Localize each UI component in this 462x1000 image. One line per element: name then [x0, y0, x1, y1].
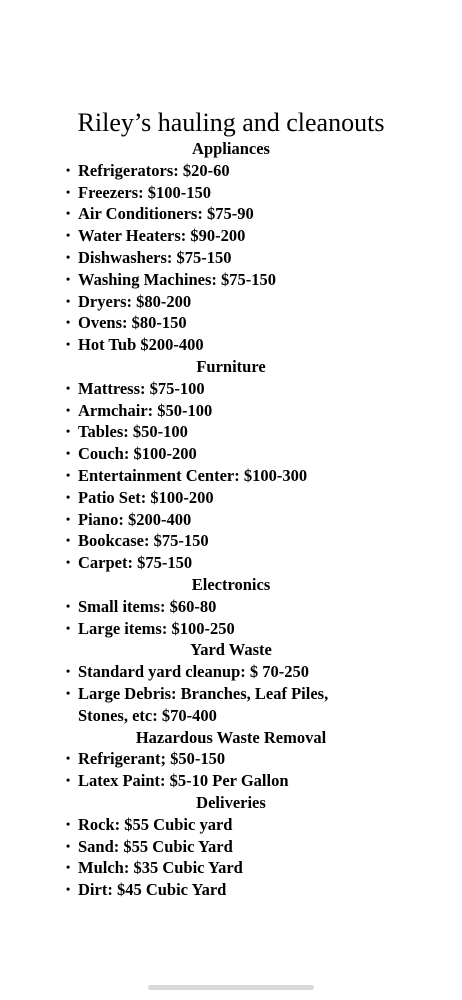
list-item [0, 269, 462, 291]
list-item-text: Refrigerant; $50-150 [78, 749, 226, 769]
price-list-document [0, 108, 462, 901]
bullet-icon: • [66, 664, 71, 679]
bullet-icon: • [66, 511, 71, 526]
list-item [0, 857, 462, 879]
list-item-text: Couch: $100-200 [78, 444, 197, 464]
bullet-icon: • [66, 882, 71, 897]
list-item-text: Entertainment Center: $100-300 [78, 465, 308, 485]
list-item-text: Refrigerators: $20-60 [78, 160, 230, 180]
list-item [0, 618, 462, 640]
bullet-icon: • [66, 620, 71, 635]
section-heading: Electronics [191, 574, 271, 594]
list-item [0, 291, 462, 313]
section-heading: Yard Waste [190, 640, 272, 660]
bullet-icon: • [66, 838, 71, 853]
bullet-icon: • [66, 555, 71, 570]
bullet-icon: • [66, 816, 71, 831]
bullet-icon: • [66, 598, 71, 613]
list-item-text: Freezers: $100-150 [78, 182, 212, 202]
list-item [0, 530, 462, 552]
list-item [0, 421, 462, 443]
list-item [0, 770, 462, 792]
bullet-icon: • [66, 751, 71, 766]
bullet-icon: • [66, 249, 71, 264]
bullet-icon: • [66, 489, 71, 504]
list-item [0, 596, 462, 618]
list-item [0, 400, 462, 422]
list-item-text: Patio Set: $100-200 [78, 487, 214, 507]
list-item [0, 378, 462, 400]
bullet-icon: • [66, 402, 71, 417]
list-item-text: Small items: $60-80 [78, 596, 217, 616]
bullet-icon: • [66, 424, 71, 439]
page-title: Riley’s hauling and cleanouts [77, 108, 385, 137]
list-item [0, 814, 462, 836]
list-item [0, 160, 462, 182]
list-item-text: Dirt: $45 Cubic Yard [78, 880, 227, 900]
list-item-text: Water Heaters: $90-200 [78, 226, 246, 246]
list-item [0, 683, 462, 727]
list-item-text: Ovens: $80-150 [78, 313, 187, 333]
bullet-icon: • [66, 184, 71, 199]
home-indicator-bar[interactable] [148, 985, 314, 990]
list-item-text: Washing Machines: $75-150 [78, 269, 277, 289]
list-item-text: Carpet: $75-150 [78, 553, 193, 573]
list-item-text: Piano: $200-400 [78, 509, 192, 529]
list-item [0, 312, 462, 334]
section-heading: Hazardous Waste Removal [135, 727, 327, 747]
bullet-icon: • [66, 271, 71, 286]
bullet-icon: • [66, 860, 71, 875]
bullet-icon: • [66, 446, 71, 461]
list-item [0, 748, 462, 770]
list-item-text: Mattress: $75-100 [78, 378, 205, 398]
bullet-icon: • [66, 337, 71, 352]
bullet-icon: • [66, 773, 71, 788]
bullet-icon: • [66, 380, 71, 395]
bullet-icon: • [66, 162, 71, 177]
list-item-text: Hot Tub $200-400 [78, 335, 204, 355]
list-item-text: Air Conditioners: $75-90 [78, 204, 254, 224]
list-item-text: Tables: $50-100 [78, 422, 188, 442]
list-item [0, 225, 462, 247]
section-heading: Furniture [196, 356, 266, 376]
list-item [0, 465, 462, 487]
bullet-icon: • [66, 206, 71, 221]
list-item-text: Large items: $100-250 [78, 618, 235, 638]
list-item-text: Armchair: $50-100 [78, 400, 213, 420]
list-item-text: Bookcase: $75-150 [78, 531, 209, 551]
bullet-icon: • [66, 533, 71, 548]
list-item [0, 334, 462, 356]
list-item [0, 552, 462, 574]
list-item [0, 509, 462, 531]
bullet-icon: • [66, 315, 71, 330]
list-item [0, 443, 462, 465]
list-item-text: Dishwashers: $75-150 [78, 247, 232, 267]
bullet-icon: • [66, 228, 71, 243]
list-item [0, 487, 462, 509]
price-sections [0, 138, 462, 901]
list-item [0, 203, 462, 225]
list-item-text: Large Debris: Branches, Leaf Piles, Stones, etc: $70-400 [78, 683, 329, 725]
list-item-text: Dryers: $80-200 [78, 291, 192, 311]
list-item [0, 879, 462, 901]
list-item-text: Sand: $55 Cubic Yard [78, 836, 233, 856]
list-item-text: Standard yard cleanup: $ 70-250 [78, 662, 310, 682]
list-item-text: Latex Paint: $5-10 Per Gallon [78, 771, 289, 791]
bullet-icon: • [66, 685, 71, 700]
list-item [0, 182, 462, 204]
list-item-text: Rock: $55 Cubic yard [78, 814, 233, 834]
list-item [0, 836, 462, 858]
list-item [0, 247, 462, 269]
bullet-icon: • [66, 467, 71, 482]
list-item-text: Mulch: $35 Cubic Yard [78, 858, 243, 878]
bullet-icon: • [66, 293, 71, 308]
list-item [0, 661, 462, 683]
section-heading: Appliances [192, 139, 270, 158]
section-heading: Deliveries [196, 792, 266, 812]
